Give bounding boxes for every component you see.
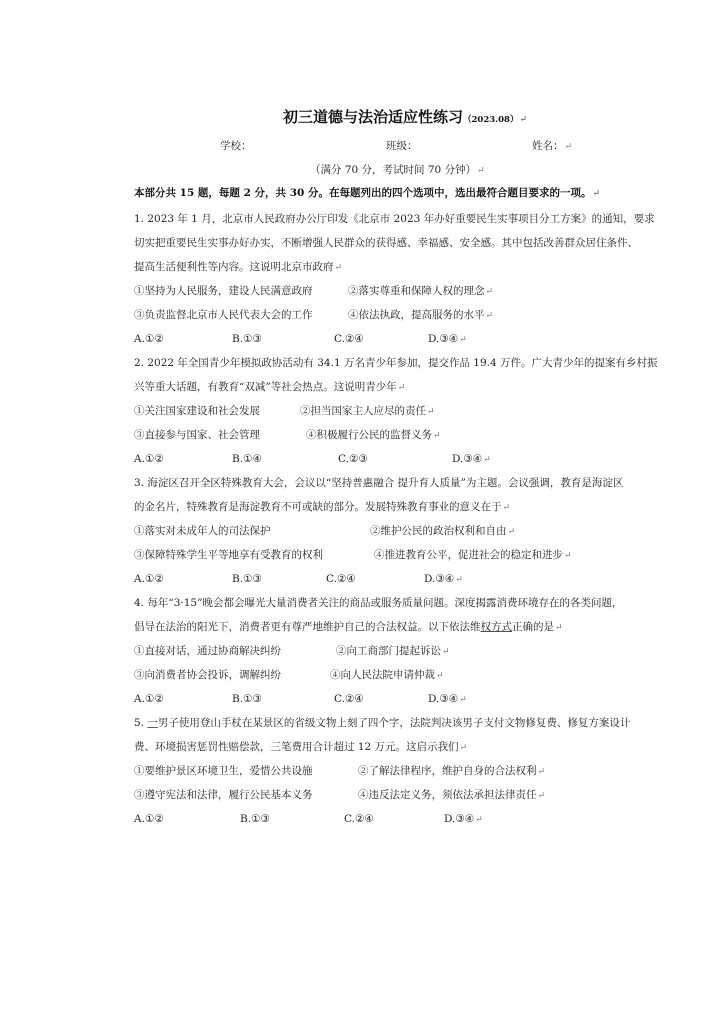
name-label-text: 姓名： — [532, 140, 564, 152]
q5-stem-line-2-text: 费、环境损害惩罚性赔偿款，三笔费用合计超过 12 万元。这启示我们 — [134, 741, 459, 753]
score-info — [310, 163, 485, 178]
q1-stem-line-1: 1. 2023 年 1 月，北京市人民政府办公厅印发《北京市 2023 年办好重要民生实事项目分工方案》的通知，要求 — [134, 213, 655, 225]
title-year: （2023.08） — [463, 115, 519, 125]
q3-answer-d — [424, 572, 463, 587]
q1-stem-line-3 — [134, 260, 342, 275]
paragraph-mark: ↵ — [455, 575, 463, 585]
q2-answer-b: B.①④ — [232, 453, 262, 465]
paragraph-mark: ↵ — [459, 695, 467, 705]
paragraph-mark: ↵ — [459, 335, 467, 345]
q5-option-1: ①要维护景区环境卫生，爱惜公共设施 — [134, 765, 313, 777]
q5-answer-b: B.①③ — [240, 813, 270, 825]
paragraph-mark: ↵ — [433, 431, 441, 441]
paragraph-mark: ↵ — [485, 311, 494, 321]
section-instructions — [134, 186, 600, 201]
q5-stem-line-1-text: 男子使用登山手杖在某景区的省级文物上刻了四个字，法院判决该男子支付文物修复费、修复方案设计 — [157, 717, 631, 729]
q5-option-3: ③遵守宪法和法律，履行公民基本义务 — [134, 789, 313, 801]
paragraph-mark: ↵ — [483, 455, 491, 465]
q1-answer-d-text: D.③④ — [428, 333, 459, 345]
q1-stem-line-2: 切实把重要民生实事办好办实，不断增强人民群众的获得感、幸福感、安全感。其中包括改善群众居住条件、 — [134, 237, 638, 249]
q1-answer-d — [428, 332, 467, 347]
q3-option-4-text: ④推进教育公平，促进社会的稳定和进步 — [374, 549, 563, 561]
q5-option-2-text: ②了解法律程序，维护自身的合法权利 — [358, 765, 537, 777]
q4-answer-d — [428, 692, 467, 707]
q2-stem-line-2 — [134, 380, 405, 395]
q3-answer-a: A.①② — [134, 573, 164, 585]
q2-option-4 — [306, 428, 441, 443]
class-label: 班级： — [386, 140, 418, 152]
paragraph-mark: ↵ — [537, 791, 546, 801]
q3-stem-line-2 — [134, 500, 510, 515]
q2-stem-line-1: 2. 2022 年全国青少年模拟政协活动有 34.1 万名青少年参加，提交作品 19.4 万件。广大青少年的提案有乡村振 — [134, 357, 658, 369]
q2-option-1: ①关注国家建设和社会发展 — [134, 405, 260, 417]
q3-option-2 — [370, 524, 515, 539]
q5-stem-line-1 — [134, 716, 630, 730]
q4-stem-line-2-pre: 倡导在法治的阳光下，消费者更有尊严地维护自己的合法权益。以下依法维 — [134, 621, 481, 633]
q2-answer-d-text: D.③④ — [452, 453, 483, 465]
q4-option-1: ①直接对话，通过协商解决纠纷 — [134, 645, 281, 657]
q1-option-3: ③负责监督北京市人民代表大会的工作 — [134, 309, 313, 321]
q5-option-2 — [358, 764, 545, 779]
q5-number: 5. — [134, 717, 148, 729]
q1-option-1: ①坚持为人民服务，建设人民满意政府 — [134, 285, 313, 297]
q4-answer-d-text: D.③④ — [428, 693, 459, 705]
paragraph-mark: ↵ — [564, 551, 572, 561]
paragraph-mark: ↵ — [397, 383, 406, 393]
q4-option-2 — [336, 644, 450, 659]
title-text: 初三道德与法治适应性练习 — [283, 108, 464, 126]
q4-stem-line-2-post: 正确的是 — [512, 621, 554, 633]
q2-answer-d — [452, 452, 491, 467]
q4-answer-a: A.①② — [134, 693, 164, 705]
q4-option-4-text: ④向人民法院申请仲裁 — [330, 669, 435, 681]
q5-stem-line-2 — [134, 740, 467, 755]
paragraph-mark: ↵ — [442, 647, 450, 657]
q1-answer-b: B.①③ — [232, 333, 262, 345]
q1-option-4-text: ④依法执政，提高服务的水平 — [348, 309, 485, 321]
q3-option-1: ①落实对未成年人的司法保护 — [134, 525, 271, 537]
q1-answer-c: C.②④ — [334, 333, 364, 345]
q5-answer-d-text: D.③④ — [444, 813, 475, 825]
paragraph-mark: ↵ — [436, 671, 444, 681]
paragraph-mark: ↵ — [477, 166, 485, 176]
paragraph-mark: ↵ — [519, 115, 528, 125]
paragraph-mark: ↵ — [502, 503, 511, 513]
q5-option-4 — [358, 788, 545, 803]
paragraph-mark: ↵ — [427, 407, 435, 417]
q3-option-3: ③保障特殊学生平等地享有受教育的权利 — [134, 549, 323, 561]
q4-stem-line-1: 4. 每年“3·15”晚会都会曝光大量消费者关注的商品或服务质量问题。深度揭露消费环境存在的各类问题， — [134, 597, 623, 609]
instructions-text: 本部分共 15 题，每题 2 分，共 30 分。在每题列出的四个选项中，选出最符合题目要求的一项。 — [134, 187, 592, 199]
q3-answer-d-text: D.③④ — [424, 573, 455, 585]
q5-answer-d — [444, 812, 483, 827]
q1-option-2-text: ②落实尊重和保障人权的理念 — [348, 285, 485, 297]
score-info-text: （满分 70 分，考试时间 70 分钟） — [310, 164, 477, 176]
q2-answer-c: C.②③ — [338, 453, 368, 465]
q3-option-4 — [374, 548, 572, 563]
q3-option-2-text: ②维护公民的政治权利和自由 — [370, 525, 507, 537]
q4-option-3: ③向消费者协会投诉，调解纠纷 — [134, 669, 281, 681]
paragraph-mark: ↵ — [537, 767, 546, 777]
school-label: 学校： — [220, 140, 252, 152]
page-title — [283, 110, 527, 127]
q2-answer-a: A.①② — [134, 453, 164, 465]
paragraph-mark: ↵ — [334, 263, 343, 273]
q3-answer-c: C.②④ — [326, 573, 356, 585]
q1-stem-line-3-text: 提高生活便利性等内容。这说明北京市政府 — [134, 261, 334, 273]
q5-answer-c: C.②④ — [344, 813, 374, 825]
q1-answer-a: A.①② — [134, 333, 164, 345]
q4-answer-c: C.②④ — [334, 693, 364, 705]
q1-option-4 — [348, 308, 493, 323]
q4-option-4 — [330, 668, 444, 683]
paragraph-mark: ↵ — [485, 287, 494, 297]
paragraph-mark: ↵ — [564, 142, 573, 152]
q3-stem-line-1: 3. 海淀区召开全区特殊教育大会，会议以“坚持普惠融合 提升育人质量”为主题。会议强调，教育是海淀区 — [134, 477, 624, 489]
q2-option-3: ③直接参与国家、社会管理 — [134, 429, 260, 441]
q2-option-2-text: ②担当国家主人应尽的责任 — [300, 405, 426, 417]
q4-option-2-text: ②向工商部门提起诉讼 — [336, 645, 441, 657]
paragraph-mark: ↵ — [555, 623, 563, 633]
q3-stem-line-2-text: 的金名片，特殊教育是海淀教育不可或缺的部分。发展特殊教育事业的意义在于 — [134, 501, 502, 513]
q4-answer-b: B.①③ — [232, 693, 262, 705]
paragraph-mark: ↵ — [592, 189, 601, 199]
q4-underlined-text: 权方式 — [480, 621, 512, 633]
q5-underlined-text: 一 — [147, 717, 158, 729]
name-label — [532, 139, 572, 154]
q2-option-4-text: ④积极履行公民的监督义务 — [306, 429, 432, 441]
q5-answer-a: A.①② — [134, 813, 164, 825]
q3-answer-b: B.①③ — [232, 573, 262, 585]
paragraph-mark: ↵ — [475, 815, 483, 825]
q2-stem-line-2-text: 兴等重大话题，有教育“双减”等社会热点。这说明青少年 — [134, 381, 397, 393]
q4-stem-line-2 — [134, 620, 563, 635]
q1-option-2 — [348, 284, 493, 299]
q5-option-4-text: ④违反法定义务，须依法承担法律责任 — [358, 789, 537, 801]
paragraph-mark: ↵ — [507, 527, 516, 537]
paragraph-mark: ↵ — [459, 743, 468, 753]
q2-option-2 — [300, 404, 435, 419]
